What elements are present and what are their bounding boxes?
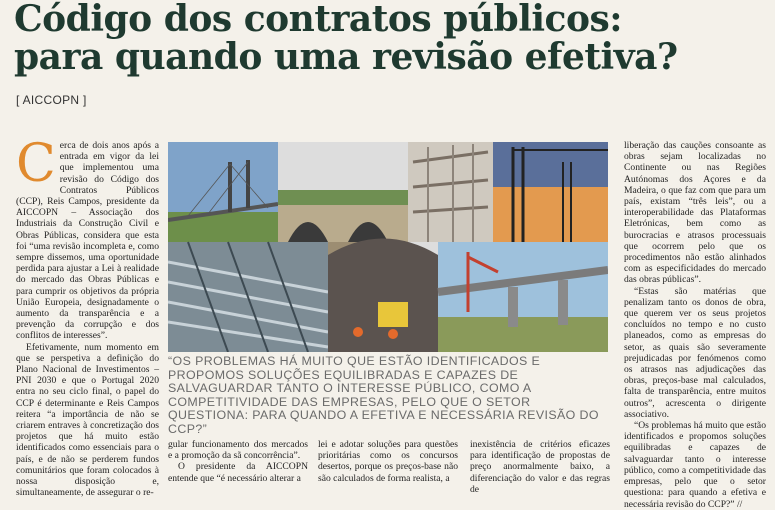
construction-photos [168, 142, 608, 352]
column-4 [470, 439, 610, 495]
paragraph-2: Efetivamente, num momento em que se perspetiva a definição do Plano Nacional de Investimentos – PNI 2030 e que o Portugal 2020 entra no seu ciclo final, o papel do CCP é determinante e Reis Campos reitera “a importância de não se criarem entraves à concretização dos projetos que há muito estão identificados como essenciais para o país, e de não se perderem fundos comunitários que foram colocados à nossa disposição e, simultaneamente, de assegurar o re- [16, 341, 159, 499]
byline: [ AICCOPN ] [16, 93, 87, 107]
column-2 [168, 439, 308, 484]
pull-quote: “OS PROBLEMAS HÁ MUITO QUE ESTÃO IDENTIFICADOS E PROPOMOS SOLUÇÕES EQUILIBRADAS E CAPAZES DE SALVAGUARDAR TANTO O INTERESSE PÚBLICO, COMO A COMPETITIVIDADE DAS EMPRESAS, PELO QUE O SETOR QUESTIONA: PARA QUANDO A EFETIVA E NECESSÁRIA REVISÃO DO CCP?” [168, 354, 599, 436]
paragraph-1 [16, 134, 159, 342]
paragraph-9: “Os problemas há muito que estão identificados e propomos soluções equilibradas e capazes de salvaguardar tanto o interesse público, como a competitividade das empresas, pelo que o setor questiona: para quando a efetiva e necessária revisão do CCP?” // [624, 420, 766, 510]
column-1 [16, 134, 159, 499]
paragraph-1-text: erca de dois anos após a entrada em vigor da lei que implementou uma revisão do Código dos Contratos Públicos (CCP), Reis Campos, presidente da AICCOPN – Associação dos Industriais da Construção Civil e Obras Públicas, considera que esta foi “uma revisão incompleta e, como sempre dissemos, uma oportunidade perdida para ajustar a Lei à realidade do mercado das Obras Públicas e para cumprir os objetivos da própria União Europeia, designadamente o aumento da transparência e a prevenção da corrupção e dos conflitos de interesses”. [16, 140, 159, 342]
paragraph-6: inexistência de critérios eficazes para identificação de propostas de preço anormalmente baixo, a diferenciação do valor e das regras de [470, 439, 610, 495]
paragraph-4: O presidente da AICCOPN entende que “é necessário alterar a [168, 461, 308, 484]
drop-cap: C [16, 134, 56, 194]
headline-line-1: Código dos contratos públicos: [14, 0, 623, 40]
headline [14, 0, 774, 76]
headline-line-2: para quando uma revisão efetiva? [14, 36, 678, 78]
paragraph-8: “Estas são matérias que penalizam tanto os donos de obra, que querem ver os seus projetos concluídos no tempo e no custo planeados, como as empresas do setor, as quais são severamente prejudicadas por fenómenos como os atrasos nas adjudicações das obras, preços-base mal calculados, falta de transparência, entre muitos outros”, acrescenta o dirigente associativo. [624, 285, 766, 420]
column-5 [624, 140, 766, 510]
paragraph-7: liberação das cauções consoante as obras sejam localizadas no Continente ou nas Regiões Autónomas dos Açores e da Madeira, o que faz com que para um país, existam “três leis”, ou a interoperabilidade das Plataformas Eletrónicas, bem como as burocracias e atrasos processuais que ocorrem pelo que os procedimentos não estão alinhados com as especificidades do mercado das obras públicas”. [624, 140, 766, 286]
photo-collage [168, 142, 608, 352]
paragraph-3: gular funcionamento dos mercados e a promoção da sã concorrência”. [168, 439, 308, 462]
column-3 [318, 439, 458, 484]
paragraph-5: lei e adotar soluções para questões prioritárias como os concursos desertos, porque os preços-base não são calculados de forma realista, a [318, 439, 458, 484]
